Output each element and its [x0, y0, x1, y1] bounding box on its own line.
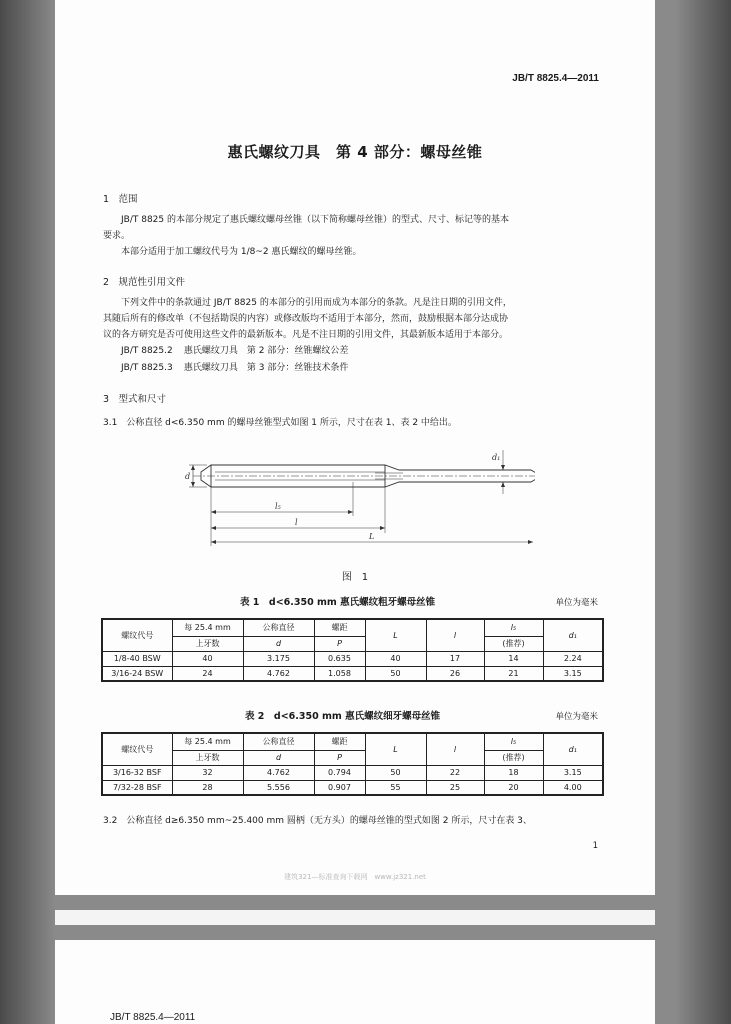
table-cell: 7/32-28 BSF	[102, 780, 172, 795]
section-1-paragraph-2: 本部分适用于加工螺纹代号为 1/8~2 惠氏螺纹的螺母丝锥。	[121, 247, 362, 257]
document-page-2	[55, 940, 655, 1024]
table-cell: 1.058	[314, 666, 365, 681]
table-cell: 40	[365, 651, 426, 666]
table-row	[102, 780, 603, 795]
table-header-cell: l₅	[484, 733, 543, 750]
reference-title: 惠氏螺纹刀具 第 3 部分：丝锥技术条件	[183, 363, 349, 373]
table-cell: 24	[172, 666, 243, 681]
table-header-cell: 螺纹代号	[102, 733, 172, 765]
document-page-1	[55, 0, 655, 895]
table-1-caption: 表 1 d<6.350 mm 惠氏螺纹粗牙螺母丝锥	[240, 597, 436, 608]
table-row	[102, 666, 603, 681]
table-header-cell: 每 25.4 mm	[172, 619, 243, 636]
table-cell: 17	[426, 651, 484, 666]
figure-label-l: l	[295, 518, 298, 527]
section-2-heading: 2 规范性引用文件	[103, 277, 186, 288]
table-header-cell: 每 25.4 mm	[172, 733, 243, 750]
table-cell: 2.24	[543, 651, 603, 666]
table-header-cell: L	[365, 733, 426, 765]
page-separator-strip	[55, 910, 655, 925]
table-cell: 20	[484, 780, 543, 795]
table-cell: 3/16-24 BSW	[102, 666, 172, 681]
watermark: 建筑321—标准查询下载网 www.jz321.net	[284, 873, 426, 881]
table-cell: 50	[365, 666, 426, 681]
clause-3-1: 3.1 公称直径 d<6.350 mm 的螺母丝锥型式如图 1 所示，尺寸在表 1、表 2 中给出。	[103, 418, 457, 428]
page-number: 1	[592, 841, 598, 851]
table-header-cell: (推荐)	[484, 750, 543, 765]
table-cell: 3/16-32 BSF	[102, 765, 172, 780]
table-header-cell: d₁	[543, 619, 603, 651]
table-cell: 25	[426, 780, 484, 795]
table-header-cell: L	[365, 619, 426, 651]
table-cell: 32	[172, 765, 243, 780]
table-header-cell: d₁	[543, 733, 603, 765]
reference-code: JB/T 8825.2	[121, 346, 173, 356]
table-cell: 50	[365, 765, 426, 780]
figure-1-tap-drawing	[163, 448, 535, 558]
table-header-cell: 上牙数	[172, 750, 243, 765]
table-header-cell: 公称直径	[243, 619, 314, 636]
clause-3-2: 3.2 公称直径 d≥6.350 mm~25.400 mm 圆柄（无方头）的螺母丝锥的型式如图 2 所示，尺寸在表 3、	[103, 816, 532, 826]
table-cell: 28	[172, 780, 243, 795]
table-1-unit: 单位为毫米	[555, 598, 598, 608]
figure-label-d: d	[185, 472, 191, 481]
table-cell: 0.907	[314, 780, 365, 795]
table-header-cell: 上牙数	[172, 636, 243, 651]
table-cell: 0.794	[314, 765, 365, 780]
section-1-paragraph-line-1: JB/T 8825 的本部分规定了惠氏螺纹螺母丝锥（以下简称螺母丝锥）的型式、尺寸、标记等的基本	[121, 215, 509, 225]
table-2-caption: 表 2 d<6.350 mm 惠氏螺纹细牙螺母丝锥	[245, 711, 441, 722]
section-1-heading: 1 范围	[103, 194, 138, 205]
table-cell: 21	[484, 666, 543, 681]
section-2-line-1: 下列文件中的条款通过 JB/T 8825 的本部分的引用而成为本部分的条款。凡是注日期的引用文件，	[121, 298, 512, 308]
table-cell: 1/8-40 BSW	[102, 651, 172, 666]
table-cell: 26	[426, 666, 484, 681]
table-header-cell: 螺纹代号	[102, 619, 172, 651]
table-cell: 4.762	[243, 666, 314, 681]
reference-title: 惠氏螺纹刀具 第 2 部分：丝锥螺纹公差	[183, 346, 349, 356]
standard-number: JB/T 8825.4—2011	[512, 73, 599, 84]
table-header-cell: d	[243, 750, 314, 765]
section-3-heading: 3 型式和尺寸	[103, 394, 167, 405]
reference-item	[121, 343, 348, 359]
table-header-cell: (推荐)	[484, 636, 543, 651]
table-cell: 22	[426, 765, 484, 780]
table-cell: 4.00	[543, 780, 603, 795]
table-cell: 40	[172, 651, 243, 666]
table-cell: 18	[484, 765, 543, 780]
table-row	[102, 765, 603, 780]
table-cell: 5.556	[243, 780, 314, 795]
table-header-cell: P	[314, 636, 365, 651]
reference-item	[121, 360, 348, 376]
table-header-cell: l	[426, 733, 484, 765]
table-cell: 3.175	[243, 651, 314, 666]
table-cell: 0.635	[314, 651, 365, 666]
table-header-cell: 螺距	[314, 619, 365, 636]
section-1-paragraph-line-2: 要求。	[103, 231, 131, 241]
table-header-cell: d	[243, 636, 314, 651]
table-header-cell: P	[314, 750, 365, 765]
table-cell: 3.15	[543, 765, 603, 780]
reference-code: JB/T 8825.3	[121, 363, 173, 373]
page-title: 惠氏螺纹刀具 第 4 部分：螺母丝锥	[227, 143, 483, 161]
table-cell: 3.15	[543, 666, 603, 681]
table-cell: 55	[365, 780, 426, 795]
table-cell: 4.762	[243, 765, 314, 780]
table-header-cell: l₅	[484, 619, 543, 636]
figure-1-caption: 图 1	[341, 572, 369, 583]
table-header-cell: 螺距	[314, 733, 365, 750]
figure-label-l5: l₅	[275, 502, 281, 511]
table-2	[101, 732, 604, 796]
table-row	[102, 651, 603, 666]
table-cell: 14	[484, 651, 543, 666]
table-header-cell: 公称直径	[243, 733, 314, 750]
table-header-cell: l	[426, 619, 484, 651]
table-1	[101, 618, 604, 682]
section-2-line-2: 其随后所有的修改单（不包括勘误的内容）或修改版均不适用于本部分，然而，鼓励根据本部分达成协	[103, 314, 509, 324]
figure-label-d1: d₁	[492, 453, 501, 462]
table-2-unit: 单位为毫米	[555, 712, 598, 722]
figure-label-L: L	[369, 532, 375, 541]
section-2-line-3: 议的各方研究是否可使用这些文件的最新版本。凡是不注日期的引用文件，其最新版本适用于本部分。	[103, 330, 509, 340]
standard-number: JB/T 8825.4—2011	[110, 1012, 196, 1023]
